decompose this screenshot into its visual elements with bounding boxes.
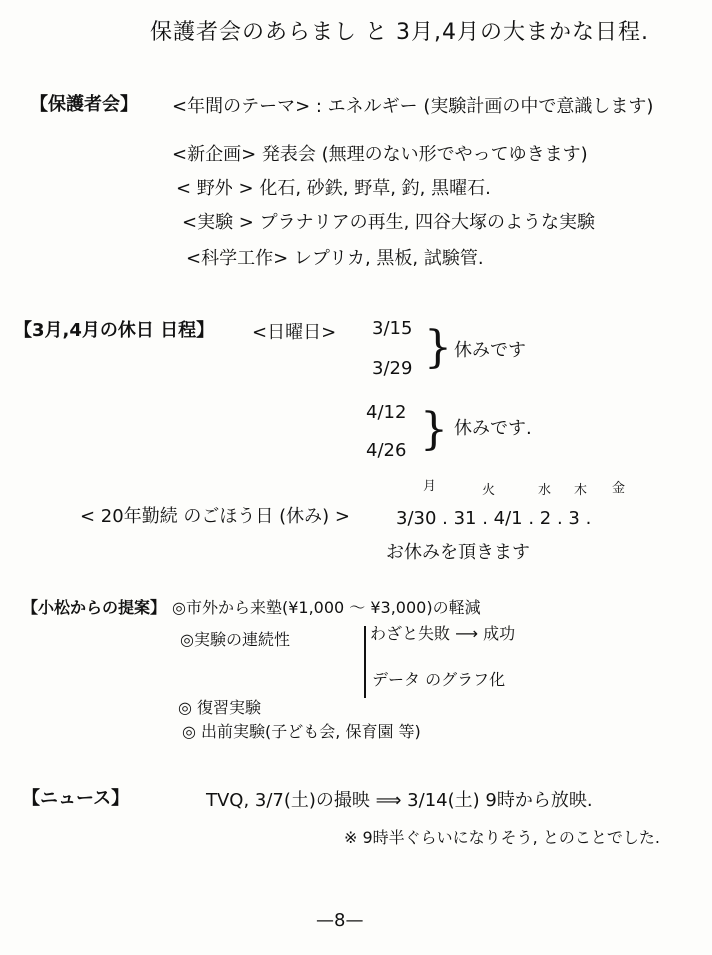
pta-field: < 野外 > 化石, 砂鉄, 野草, 釣, 黒曜石. (176, 178, 491, 199)
weekday-thu: 木 (574, 483, 588, 498)
page-title: 保護者会のあらまし と 3月,4月の大まかな日程. (150, 20, 649, 45)
weekday-fri: 金 (612, 481, 626, 496)
reward-dates: 3/30 . 31 . 4/1 . 2 . 3 . (396, 508, 592, 529)
pta-new-plan: <新企画> 発表会 (無理のない形でやってゆきます) (172, 144, 588, 165)
news-text: TVQ, 3/7(土)の撮映 ⟹ 3/14(土) 9時から放映. (206, 790, 593, 811)
pta-header: 【保護者会】 (30, 94, 138, 115)
weekday-mon: 月 (423, 479, 437, 494)
weekday-wed: 水 (538, 483, 552, 498)
proposal-item-2: ◎実験の連続性 (180, 630, 290, 649)
reward-label: < 20年勤続 のごほう日 (休み) > (80, 506, 350, 527)
proposal-item-3: ◎ 復習実験 (178, 698, 262, 717)
page-number: —8— (316, 910, 364, 931)
proposal-item-2b: データ のグラフ化 (372, 670, 506, 689)
holiday-header: 【3月,4月の休日 日程】 (14, 320, 215, 341)
pta-theme: <年間のテーマ> : エネルギー (実験計画の中で意識します) (172, 96, 654, 117)
april-brace: } (420, 404, 448, 455)
april-note: 休みです. (454, 418, 532, 439)
april-date-2: 4/26 (366, 440, 407, 461)
proposal-item-2a: わざと失敗 ⟶ 成功 (370, 624, 516, 643)
weekday-tue: 火 (482, 483, 496, 498)
news-note: ※ 9時半ぐらいになりそう, とのことでした. (344, 828, 660, 847)
proposal-bracket-line (364, 626, 366, 698)
march-date-1: 3/15 (372, 318, 413, 339)
sunday-label: <日曜日> (252, 322, 337, 343)
news-header: 【ニュース】 (22, 788, 130, 809)
march-note: 休みです (454, 340, 526, 361)
march-brace: } (424, 322, 452, 373)
proposal-item-1: ◎市外から来塾(¥1,000 〜 ¥3,000)の軽減 (172, 598, 481, 617)
march-date-2: 3/29 (372, 358, 413, 379)
reward-note: お休みを頂きます (386, 542, 530, 563)
proposal-header: 【小松からの提案】 (22, 598, 167, 617)
proposal-item-4: ◎ 出前実験(子ども会, 保育園 等) (182, 722, 421, 741)
pta-experiment: <実験 > プラナリアの再生, 四谷大塚のような実験 (182, 212, 596, 233)
april-date-1: 4/12 (366, 402, 407, 423)
pta-craft: <科学工作> レプリカ, 黒板, 試験管. (186, 248, 484, 269)
